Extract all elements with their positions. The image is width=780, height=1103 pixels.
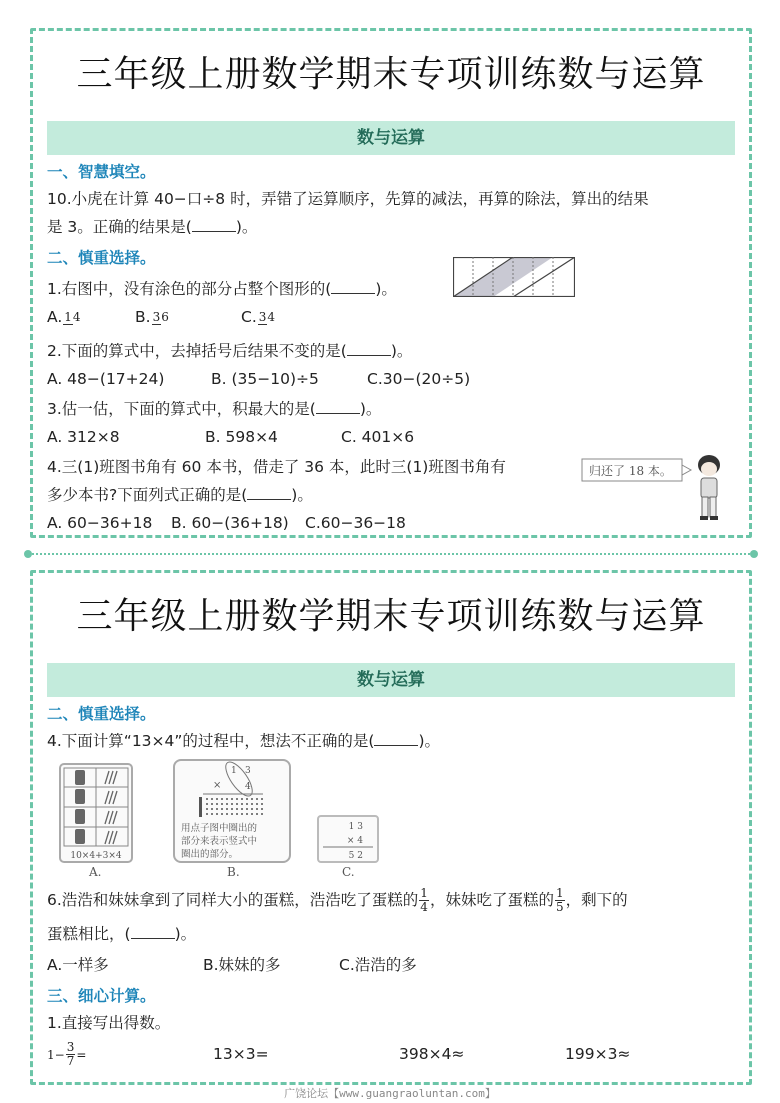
option-a[interactable]: A. 60−36+18 — [47, 514, 153, 532]
worksheet-page-2 — [30, 570, 752, 1085]
svg-text:归还了 18 本。: 归还了 18 本。 — [589, 464, 672, 478]
question-4-figures — [47, 759, 735, 881]
calc-item-3: 398×4≈ — [399, 1045, 465, 1063]
answer-blank[interactable] — [247, 484, 291, 500]
option-a[interactable]: A. 48−(17+24) — [47, 370, 165, 388]
option-a[interactable]: A. 14 — [47, 308, 81, 326]
section-heading-choice: 二、慎重选择。 — [47, 249, 156, 267]
option-b[interactable]: B.妹妹的多 — [203, 956, 281, 974]
figure-c-caption: C. — [342, 865, 355, 879]
page-title: 三年级上册数学期末专项训练数与运算 — [76, 596, 706, 637]
fraction-1-4: $\frac{1}{4}$ — [420, 886, 428, 914]
option-a[interactable]: A.一样多 — [47, 956, 109, 974]
option-c[interactable]: C.60−36−18 — [305, 514, 406, 532]
svg-text:5 2: 5 2 — [348, 851, 363, 861]
option-b[interactable]: B. (35−10)÷5 — [211, 370, 319, 388]
boy-speech-illustration — [581, 451, 731, 526]
calc-item-1: 1− $\frac{3}{7}$ = — [47, 1040, 87, 1068]
option-a[interactable]: A. 312×8 — [47, 428, 120, 446]
calc-items — [47, 1039, 735, 1070]
answer-blank[interactable] — [347, 340, 391, 356]
section-heading-fill-in: 一、智慧填空。 — [47, 163, 156, 181]
answer-blank[interactable] — [131, 923, 175, 939]
question-1-options — [47, 303, 735, 335]
option-b[interactable]: B. 60−(36+18) — [171, 514, 289, 532]
svg-text:10×4+3×4: 10×4+3×4 — [70, 851, 122, 861]
option-b[interactable]: B. 598×4 — [205, 428, 278, 446]
section-heading-choice: 二、慎重选择。 — [47, 705, 156, 723]
svg-text:×: × — [213, 780, 222, 791]
svg-text:1 3: 1 3 — [348, 822, 363, 832]
option-c[interactable]: C.30−(20÷5) — [367, 370, 471, 388]
figure-c-vertical-multiplication[interactable] — [317, 815, 379, 863]
figure-b-dot-array[interactable] — [173, 759, 291, 863]
svg-text:1: 1 — [231, 766, 237, 776]
question-2-options — [47, 365, 735, 393]
svg-text:用点子图中圈出的: 用点子图中圈出的 — [181, 823, 258, 834]
page-title: 三年级上册数学期末专项训练数与运算 — [76, 54, 706, 95]
question-3-options — [47, 423, 735, 451]
answer-blank[interactable] — [316, 398, 360, 414]
option-c[interactable]: C.浩浩的多 — [339, 956, 417, 974]
figure-b-caption: B. — [227, 865, 240, 879]
option-c[interactable]: C. 401×6 — [341, 428, 415, 446]
answer-blank[interactable] — [331, 278, 375, 294]
calc-item-4: 199×3≈ — [565, 1045, 631, 1063]
page-divider — [28, 553, 754, 555]
figure-a-caption: A. — [89, 865, 102, 879]
shaded-rectangle-figure — [453, 257, 575, 297]
option-c[interactable]: C. 34 — [241, 308, 276, 326]
option-b[interactable]: B. 36 — [135, 308, 169, 326]
fraction-1-5: $\frac{1}{5}$ — [555, 886, 564, 914]
question-2: 2.下面的算式中，去掉括号后结果不变的是( )。 — [47, 342, 413, 360]
svg-text:3: 3 — [245, 766, 251, 776]
svg-text:圈出的部分。: 圈出的部分。 — [181, 849, 239, 860]
section-heading-calculation: 三、细心计算。 — [47, 987, 156, 1005]
question-3: 3.估一估，下面的算式中，积最大的是( )。 — [47, 400, 382, 418]
figure-a-counting-grid[interactable] — [59, 763, 133, 863]
question-4: 4.下面计算“13×4”的过程中，想法不正确的是( )。 — [47, 732, 441, 750]
calc-instruction: 1.直接写出得数。 — [47, 1014, 171, 1032]
question-4: 4.三(1)班图书角有 60 本书，借走了 36 本，此时三(1)班图书角有 多少本书?下面列式正确的是( )。 — [47, 458, 506, 504]
answer-blank[interactable] — [192, 216, 236, 232]
svg-text:× 4: × 4 — [346, 836, 363, 846]
answer-blank[interactable] — [374, 730, 418, 746]
question-10: 10.小虎在计算 40−口÷8 时，弄错了运算顺序，先算的减法，再算的除法，算出的结果 是 3。正确的结果是( )。 — [47, 190, 649, 236]
question-1: 1.右图中，没有涂色的部分占整个图形的( )。 — [47, 280, 397, 298]
topic-band: 数与运算 — [47, 663, 735, 697]
topic-band: 数与运算 — [47, 121, 735, 155]
svg-text:部分来表示竖式中: 部分来表示竖式中 — [181, 836, 258, 847]
svg-text:4: 4 — [245, 782, 251, 792]
question-6-options — [47, 951, 735, 979]
calc-item-2: 13×3= — [213, 1045, 269, 1063]
question-6: 6.浩浩和妹妹拿到了同样大小的蛋糕，浩浩吃了蛋糕的 $\frac{1}{4}$ ，妹妹吃了蛋糕的 $\frac{1}{5}$ ，剩下的 蛋糕相比，( )。 — [47, 886, 628, 943]
footer-watermark: 广饶论坛【www.guangraoluntan.com】 — [0, 1085, 780, 1101]
worksheet-page-1 — [30, 28, 752, 538]
